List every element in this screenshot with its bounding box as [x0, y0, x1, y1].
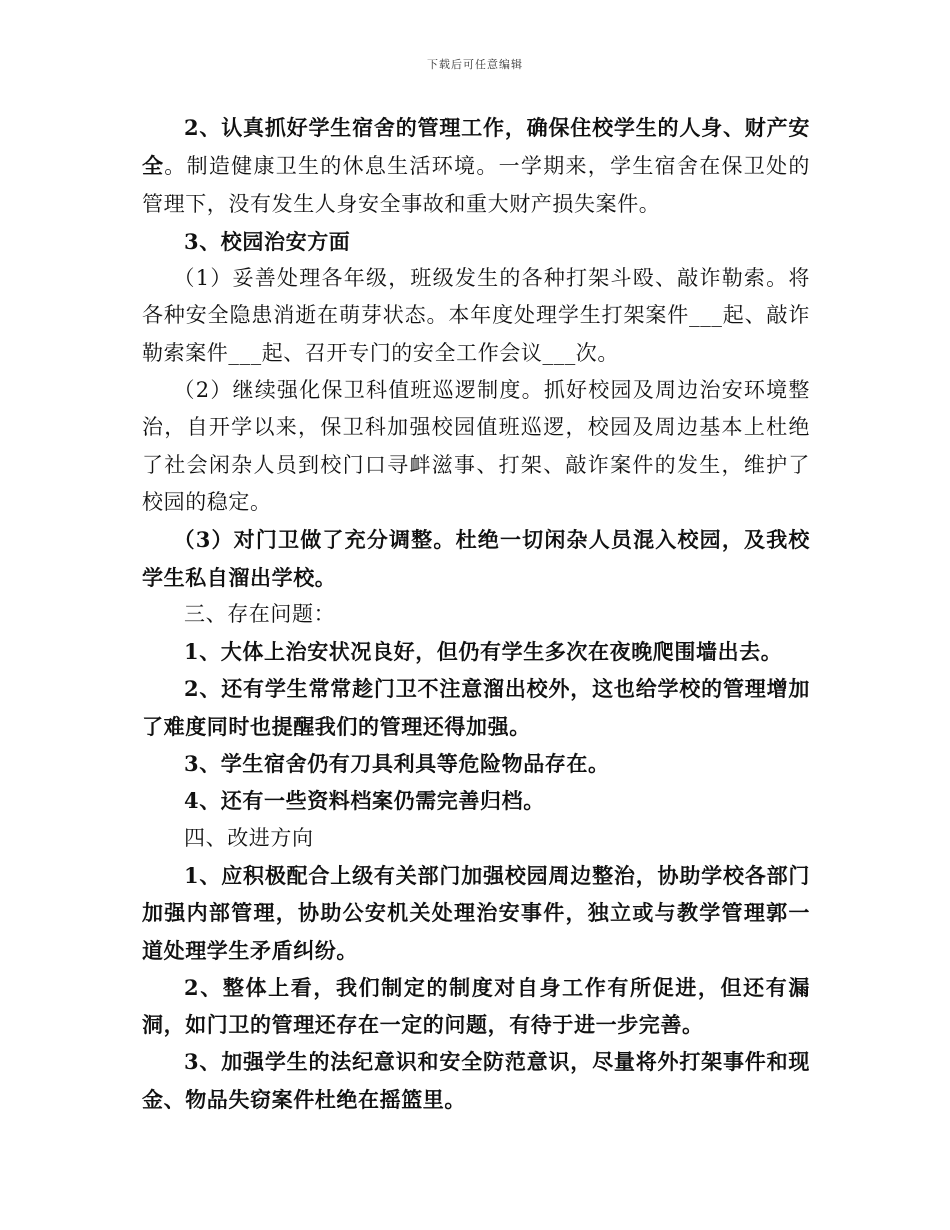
problem-item-1: 1、大体上治安状况良好，但仍有学生多次在夜晚爬围墙出去。	[184, 639, 783, 665]
heading-campus-security: 3、校园治安方面	[184, 228, 351, 254]
heading-existing-problems: 三、存在问题：	[184, 601, 336, 626]
document-body	[142, 109, 810, 1118]
paragraph-gatekeeper-adjustment: （3）对门卫做了充分调整。杜绝一切闲杂人员混入校园，及我校学生私自溜出学校。	[142, 527, 810, 590]
problem-item-3: 3、学生宿舍仍有刀具利具等危险物品存在。	[184, 751, 610, 777]
paragraph-dormitory-management	[142, 109, 810, 223]
paragraph-dormitory-body: 。制造健康卫生的休息生活环境。一学期来，学生宿舍在保卫处的管理下，没有发生人身安全事故和重大财产损失案件。	[142, 154, 810, 216]
improvement-item-2: 2、整体上看，我们制定的制度对自身工作有所促进，但还有漏洞，如门卫的管理还存在一定的问题，有待于进一步完善。	[142, 974, 810, 1038]
improvement-item-3: 3、加强学生的法纪意识和安全防范意识，尽量将外打架事件和现金、物品失窃案件杜绝在摇篮里。	[142, 1049, 810, 1112]
problem-item-2: 2、还有学生常常趁门卫不注意溜出校外，这也给学校的管理增加了难度同时也提醒我们的管理还得加强。	[142, 676, 810, 739]
page-header: 下载后可任意编辑	[427, 58, 523, 71]
heading-improvement-direction: 四、改进方向	[184, 825, 314, 850]
paragraph-dormitory-heading-bold: 2、认真抓好学生宿舍的管理工作，确保住校学生的人身、财产安全	[142, 115, 810, 179]
problem-item-4: 4、还有一些资料档案仍需完善归档。	[184, 788, 545, 814]
paragraph-patrol-system: （2）继续强化保卫科值班巡逻制度。抓好校园及周边治安环境整治，自开学以来，保卫科加强校园值班巡逻，校园及周边基本上杜绝了社会闲杂人员到校门口寻衅滋事、打架、敲诈案件的发生，维护了校园的稳定。	[142, 378, 810, 514]
improvement-item-1: 1、应积极配合上级有关部门加强校园周边整治，协助学校各部门加强内部管理，协助公安机关处理治安事件，独立或与教学管理郭一道处理学生矛盾纠纷。	[142, 862, 810, 963]
paragraph-fights-extortion: （1）妥善处理各年级，班级发生的各种打架斗殴、敲诈勒索。将各种安全隐患消逝在萌芽状态。本年度处理学生打架案件___起、敲诈勒索案件___起、召开专门的安全工作会议___次。	[142, 266, 810, 365]
